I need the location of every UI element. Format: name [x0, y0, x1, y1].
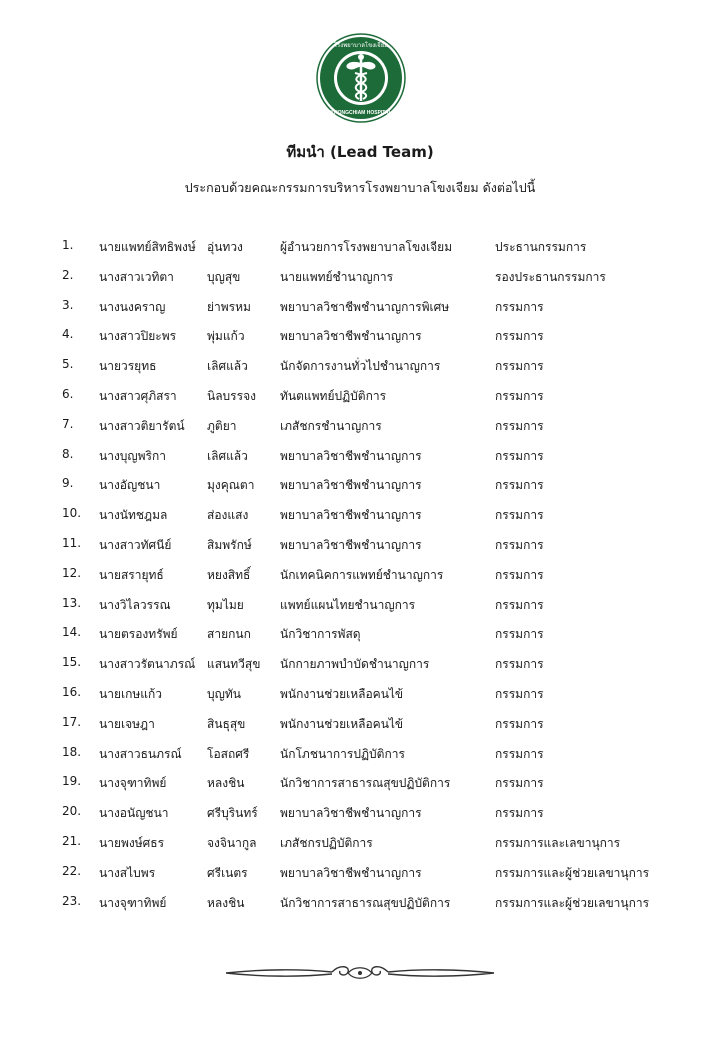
member-last-name: สินธุสุข [207, 716, 246, 731]
logo-text-bottom: KHONGCHIAM HOSPITAL [330, 110, 392, 116]
member-number: 2. [62, 267, 74, 282]
member-number: 14. [62, 625, 82, 640]
member-last-name: หลงชิน [207, 776, 245, 791]
member-position: พยาบาลวิชาชีพชำนาญการ [280, 865, 422, 880]
member-position: พยาบาลวิชาชีพชำนาญการ [280, 537, 422, 552]
member-last-name: สิมพรักษ์ [207, 537, 252, 552]
member-number: 7. [62, 416, 74, 431]
member-position: ทันตแพทย์ปฏิบัติการ [280, 388, 387, 403]
member-row [0, 715, 720, 745]
member-last-name: บุญทัน [207, 686, 241, 701]
member-first-name: นางวิไลวรรณ [99, 597, 171, 612]
member-row [0, 685, 720, 715]
member-number: 4. [62, 327, 74, 342]
member-last-name: ส่องแสง [207, 508, 249, 523]
member-last-name: นิลบรรจง [207, 388, 256, 403]
member-row [0, 745, 720, 775]
member-role: กรรมการ [495, 478, 544, 493]
member-row [0, 804, 720, 834]
member-row [0, 596, 720, 626]
member-last-name: เลิศแล้ว [207, 448, 248, 463]
member-last-name: สายกนก [207, 627, 251, 642]
member-position: นักวิชาการพัสดุ [280, 627, 361, 642]
member-first-name: นางอัญชนา [99, 478, 161, 493]
member-position: นักเทคนิคการแพทย์ชำนาญการ [280, 567, 444, 582]
member-first-name: นางอนัญชนา [99, 806, 169, 821]
member-row [0, 327, 720, 357]
logo-text-top: โรงพยาบาลโขงเจียม [333, 43, 389, 49]
member-row [0, 655, 720, 685]
member-first-name: นางจุฑาทิพย์ [99, 776, 167, 791]
member-position: แพทย์แผนไทยชำนาญการ [280, 597, 416, 612]
member-first-name: นายวรยุทธ [99, 359, 157, 374]
member-role: กรรมการ [495, 329, 544, 344]
ornamental-divider-icon [222, 962, 498, 984]
member-last-name: เลิศแล้ว [207, 359, 248, 374]
member-role: กรรมการ [495, 746, 544, 761]
member-position: พยาบาลวิชาชีพชำนาญการ [280, 329, 422, 344]
member-role: กรรมการ [495, 627, 544, 642]
member-number: 23. [62, 893, 82, 908]
member-first-name: นางสาวทัศนีย์ [99, 537, 172, 552]
member-row [0, 864, 720, 894]
member-row [0, 536, 720, 566]
member-last-name: ย่าพรหม [207, 299, 251, 314]
member-row [0, 506, 720, 536]
member-role: กรรมการ [495, 508, 544, 523]
member-position: นักโภชนาการปฏิบัติการ [280, 746, 405, 761]
member-role: กรรมการ [495, 597, 544, 612]
member-position: พยาบาลวิชาชีพชำนาญการ [280, 448, 422, 463]
member-number: 15. [62, 655, 82, 670]
member-first-name: นายเจษฎา [99, 716, 155, 731]
member-row [0, 387, 720, 417]
member-last-name: ศรีบุรินทร์ [207, 806, 258, 821]
member-position: เภสัชกรปฏิบัติการ [280, 835, 373, 850]
member-role: รองประธานกรรมการ [495, 269, 606, 284]
page-subtitle: ประกอบด้วยคณะกรรมการบริหารโรงพยาบาลโขงเจียม ดังต่อไปนี้ [184, 180, 536, 195]
member-role: กรรมการและผู้ช่วยเลขานุการ [495, 865, 650, 880]
member-first-name: นางสาวศุภิสรา [99, 388, 177, 403]
member-role: กรรมการและผู้ช่วยเลขานุการ [495, 895, 650, 910]
member-number: 1. [62, 238, 74, 252]
member-row [0, 357, 720, 387]
member-row [0, 298, 720, 328]
member-row [0, 566, 720, 596]
member-role: กรรมการ [495, 537, 544, 552]
member-last-name: หลงชิน [207, 895, 245, 910]
member-number: 17. [62, 714, 82, 729]
member-last-name: บุญสุข [207, 269, 241, 284]
member-row [0, 238, 720, 268]
member-first-name: นางสาวเวทิตา [99, 269, 174, 284]
member-last-name: แสนทวีสุข [207, 657, 261, 672]
member-last-name: พุ่มแก้ว [207, 329, 245, 344]
member-position: นักกายภาพบำบัดชำนาญการ [280, 657, 430, 672]
member-first-name: นางนัทชฎมล [99, 508, 168, 523]
page-title: ทีมนำ (Lead Team) [286, 143, 434, 161]
member-last-name: ทุมไมย [207, 597, 244, 612]
member-position: พยาบาลวิชาชีพชำนาญการ [280, 478, 422, 493]
member-row [0, 268, 720, 298]
member-last-name: มุงคุณตา [207, 478, 255, 493]
member-row [0, 625, 720, 655]
member-last-name: จงจินากูล [207, 835, 257, 850]
member-number: 20. [62, 804, 82, 819]
member-position: นักวิชาการสาธารณสุขปฏิบัติการ [280, 895, 451, 910]
member-number: 9. [62, 476, 74, 491]
member-first-name: นายพงษ์ศธร [99, 835, 165, 850]
member-last-name: หยงสิทธิ์ [207, 567, 251, 582]
member-role: กรรมการ [495, 359, 544, 374]
member-row [0, 894, 720, 924]
member-first-name: นายสรายุทธ์ [99, 567, 164, 582]
member-number: 5. [62, 357, 74, 372]
member-number: 16. [62, 684, 82, 699]
member-first-name: นายตรองทรัพย์ [99, 627, 178, 642]
member-position: พยาบาลวิชาชีพชำนาญการพิเศษ [280, 299, 450, 314]
member-number: 12. [62, 565, 82, 580]
member-number: 18. [62, 744, 82, 759]
member-number: 21. [62, 833, 82, 848]
member-number: 3. [62, 297, 74, 312]
member-last-name: โอสถศรี [207, 746, 250, 761]
member-role: กรรมการ [495, 686, 544, 701]
member-last-name: ศรีเนตร [207, 865, 248, 880]
member-number: 22. [62, 863, 82, 878]
member-first-name: นางบุญพริกา [99, 448, 167, 463]
member-role: กรรมการ [495, 776, 544, 791]
member-role: กรรมการและเลขานุการ [495, 835, 621, 850]
member-position: พยาบาลวิชาชีพชำนาญการ [280, 508, 422, 523]
member-role: กรรมการ [495, 806, 544, 821]
member-list [0, 238, 720, 923]
member-position: นายแพทย์ชำนาญการ [280, 269, 394, 284]
member-role: กรรมการ [495, 418, 544, 433]
member-first-name: นายแพทย์สิทธิพงษ์ [99, 240, 196, 254]
member-position: พยาบาลวิชาชีพชำนาญการ [280, 806, 422, 821]
member-role: กรรมการ [495, 716, 544, 731]
member-role: กรรมการ [495, 448, 544, 463]
member-first-name: นางจุฑาทิพย์ [99, 895, 167, 910]
member-row [0, 774, 720, 804]
member-last-name: ภูติยา [207, 418, 237, 433]
member-number: 19. [62, 774, 82, 789]
member-first-name: นางสาวติยารัตน์ [99, 418, 185, 433]
member-role: กรรมการ [495, 657, 544, 672]
member-position: ผู้อำนวยการโรงพยาบาลโขงเจียม [280, 240, 453, 254]
member-row [0, 447, 720, 477]
member-last-name: อุ่นทวง [207, 240, 243, 254]
member-position: พนักงานช่วยเหลือคนไข้ [280, 686, 404, 701]
member-first-name: นางนงคราญ [99, 299, 166, 314]
member-row [0, 834, 720, 864]
member-number: 13. [62, 595, 82, 610]
member-role: กรรมการ [495, 567, 544, 582]
member-number: 6. [62, 386, 74, 401]
member-number: 10. [62, 506, 82, 521]
member-position: นักจัดการงานทั่วไปชำนาญการ [280, 359, 441, 374]
member-first-name: นายเกษแก้ว [99, 686, 162, 701]
member-position: พนักงานช่วยเหลือคนไข้ [280, 716, 404, 731]
member-row [0, 417, 720, 447]
member-role: กรรมการ [495, 388, 544, 403]
hospital-logo-icon [316, 33, 406, 123]
member-first-name: นางสาวปิยะพร [99, 329, 177, 344]
member-position: นักวิชาการสาธารณสุขปฏิบัติการ [280, 776, 451, 791]
member-row [0, 476, 720, 506]
member-first-name: นางสไบพร [99, 865, 156, 880]
member-first-name: นางสาวรัตนาภรณ์ [99, 657, 196, 672]
member-first-name: นางสาวธนภรณ์ [99, 746, 182, 761]
member-role: ประธานกรรมการ [495, 240, 587, 254]
member-number: 11. [62, 535, 82, 550]
member-number: 8. [62, 446, 74, 461]
member-position: เภสัชกรชำนาญการ [280, 418, 382, 433]
member-role: กรรมการ [495, 299, 544, 314]
